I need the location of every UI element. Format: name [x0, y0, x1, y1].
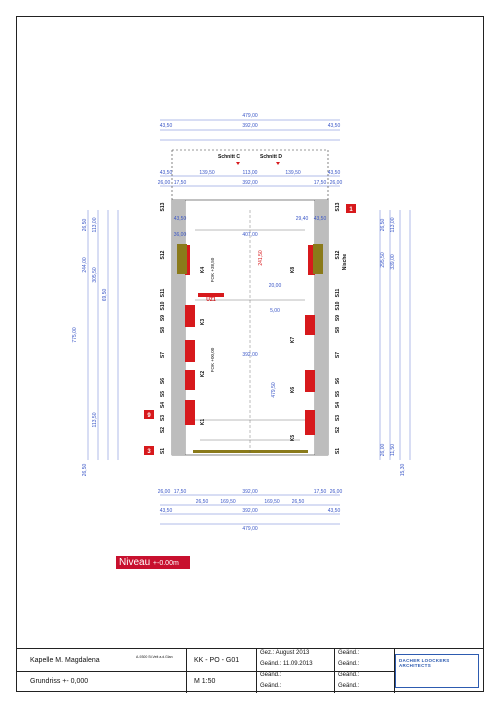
marker-3-label: 3 — [147, 449, 151, 455]
dim-total-bottom: 479,00 — [242, 526, 258, 532]
axis-right-0: S13 — [335, 202, 341, 212]
dim-row3-left: 26,00 — [157, 180, 171, 186]
marker-1-label: 1 — [349, 207, 353, 213]
axis-right-4: S9 — [335, 314, 341, 322]
inner-dim-4: 29,40 — [295, 216, 309, 222]
side-left-6: 113,50 — [92, 412, 98, 428]
axis-left-10: S3 — [160, 414, 166, 422]
side-right-3: 339,00 — [390, 254, 396, 270]
room-right-2: K6 — [290, 386, 296, 394]
axis-left-11: S2 — [160, 426, 166, 434]
side-right-4: 26,00 — [380, 443, 386, 457]
dim-b2-d: 26,50 — [291, 499, 305, 505]
side-right-6: 15,30 — [400, 463, 406, 477]
inner-dim-6: 241,50 — [258, 250, 264, 266]
axis-labels-right — [335, 202, 341, 454]
room-left-1: K3 — [200, 318, 206, 326]
project-name: Kapelle M. Magdalena — [30, 657, 100, 664]
side-left-3: 305,50 — [92, 267, 98, 283]
side-left-4: 69,50 — [102, 288, 108, 302]
dim-b2-b: 169,50 — [220, 499, 236, 505]
niveau-label: Niveau — [119, 557, 151, 568]
inner-dim-2: 36,00 — [173, 232, 187, 238]
changed-4: Geänd.: — [338, 650, 360, 656]
project-address: A-9300 St.Veit a.d.Glan — [136, 655, 173, 659]
fok-label-a: FOK +38,50 — [210, 257, 215, 283]
inner-dim-7: 20,00 — [268, 283, 282, 289]
dim-b3-left: 43,50 — [159, 508, 173, 514]
side-right-5: 11,50 — [390, 443, 396, 457]
section-c-arrow — [236, 162, 240, 165]
dim-row2-c: 139,50 — [285, 170, 301, 176]
axis-left-7: S6 — [160, 377, 166, 385]
dim-b1-right: 26,00 — [329, 489, 343, 495]
axis-left-2: S11 — [160, 288, 166, 298]
axis-left-9: S4 — [160, 401, 166, 409]
plan-code: KK - PO - G01 — [194, 657, 240, 664]
axis-right-11: S2 — [335, 426, 341, 434]
dim-row3-right: 26,00 — [329, 180, 343, 186]
room-left-0: K4 — [200, 266, 206, 274]
axis-left-3: S10 — [160, 301, 166, 311]
inner-dim-3: 407,00 — [242, 232, 258, 238]
dim-row2-left: 43,50 — [159, 170, 173, 176]
axis-left-4: S9 — [160, 314, 166, 322]
changed-2: Geänd.: — [260, 672, 282, 678]
axis-left-12: S1 — [160, 447, 166, 455]
architects-name: DACHER LOOCKERS ARCHITECTS — [399, 658, 450, 668]
side-right-1: 113,00 — [390, 217, 396, 233]
axis-right-9: S4 — [335, 401, 341, 409]
section-c-label: Schnitt C — [218, 154, 240, 160]
dim-row2-b: 113,00 — [242, 170, 258, 176]
changed-1: Geänd.: 11.09.2013 — [260, 661, 313, 667]
nische-label: Nische — [342, 253, 348, 271]
side-right-2: 295,50 — [380, 252, 386, 268]
dim-b1-left: 26,00 — [157, 489, 171, 495]
dim-total-top: 479,00 — [242, 113, 258, 119]
axis-right-3: S10 — [335, 301, 341, 311]
inner-dim-10: 392,00 — [242, 352, 258, 358]
axis-right-8: S5 — [335, 390, 341, 398]
changed-6: Geänd.: — [338, 672, 360, 678]
niveau-level: +-0.00m — [152, 560, 179, 567]
side-left-2: 244,00 — [82, 257, 88, 273]
axis-left-6: S7 — [160, 351, 166, 359]
room-right-3: K5 — [290, 434, 296, 442]
side-left-1: 113,00 — [92, 217, 98, 233]
dim-row3-mid: 392,00 — [242, 180, 258, 186]
changed-5: Geänd.: — [338, 661, 360, 667]
title-block — [16, 648, 484, 693]
axis-right-10: S3 — [335, 414, 341, 422]
niveau-badge — [116, 556, 190, 569]
side-left-7: 26,50 — [82, 463, 88, 477]
axis-left-8: S5 — [160, 390, 166, 398]
inner-dim-9: 479,50 — [271, 382, 277, 398]
axis-left-5: S8 — [160, 326, 166, 334]
side-left-0: 26,50 — [82, 218, 88, 232]
axis-right-2: S11 — [335, 288, 341, 298]
dim-b2-c: 169,50 — [264, 499, 280, 505]
section-d-label: Schnitt D — [260, 154, 282, 160]
plan-title: Grundriss +- 0,000 — [30, 678, 89, 685]
dim-b1-b: 17,50 — [313, 489, 327, 495]
dim-b3-mid: 392,00 — [242, 508, 258, 514]
axis-right-12: S1 — [335, 447, 341, 455]
section-d-arrow — [276, 162, 280, 165]
left-wall — [172, 200, 185, 455]
dim-row2-a: 139,50 — [199, 170, 215, 176]
changed-7: Geänd.: — [338, 683, 360, 689]
axis-labels-left — [160, 202, 166, 454]
inner-dim-1: 43,50 — [173, 216, 187, 222]
plan-scale: M 1:50 — [194, 678, 216, 685]
right-wall — [315, 200, 328, 455]
drawn-date: Gez.: August 2013 — [260, 650, 310, 656]
dim-b3-right: 43,50 — [327, 508, 341, 514]
inner-dim-5: 43,50 — [313, 216, 327, 222]
dim-row2-right: 43,50 — [327, 170, 341, 176]
dim-row3-b: 17,50 — [313, 180, 327, 186]
dim-top-right: 43,50 — [327, 123, 341, 129]
marker-9-label: 9 — [147, 413, 151, 419]
axis-right-7: S6 — [335, 377, 341, 385]
side-right-0: 26,50 — [380, 218, 386, 232]
dim-row3-a: 17,50 — [173, 180, 187, 186]
dim-b1-mid: 392,00 — [242, 489, 258, 495]
uz-label: UZ1 — [206, 297, 216, 303]
dim-top-mid: 392,00 — [242, 123, 258, 129]
architects-logo — [395, 654, 479, 688]
inner-dim-8: 5,00 — [270, 308, 280, 314]
dim-b1-a: 17,50 — [173, 489, 187, 495]
dim-b2-a: 26,50 — [195, 499, 209, 505]
side-left-5: 775,00 — [72, 327, 78, 343]
room-left-2: K2 — [200, 370, 206, 378]
axis-right-5: S8 — [335, 326, 341, 334]
changed-3: Geänd.: — [260, 683, 282, 689]
axis-right-1: S12 — [335, 250, 341, 260]
dim-top-left: 43,50 — [159, 123, 173, 129]
room-left-3: K1 — [200, 418, 206, 426]
room-right-1: K7 — [290, 336, 296, 344]
axis-right-6: S7 — [335, 351, 341, 359]
room-right-0: K8 — [290, 266, 296, 274]
axis-left-1: S12 — [160, 250, 166, 260]
axis-left-0: S13 — [160, 202, 166, 212]
fok-label-b: FOK +00,00 — [210, 347, 215, 373]
